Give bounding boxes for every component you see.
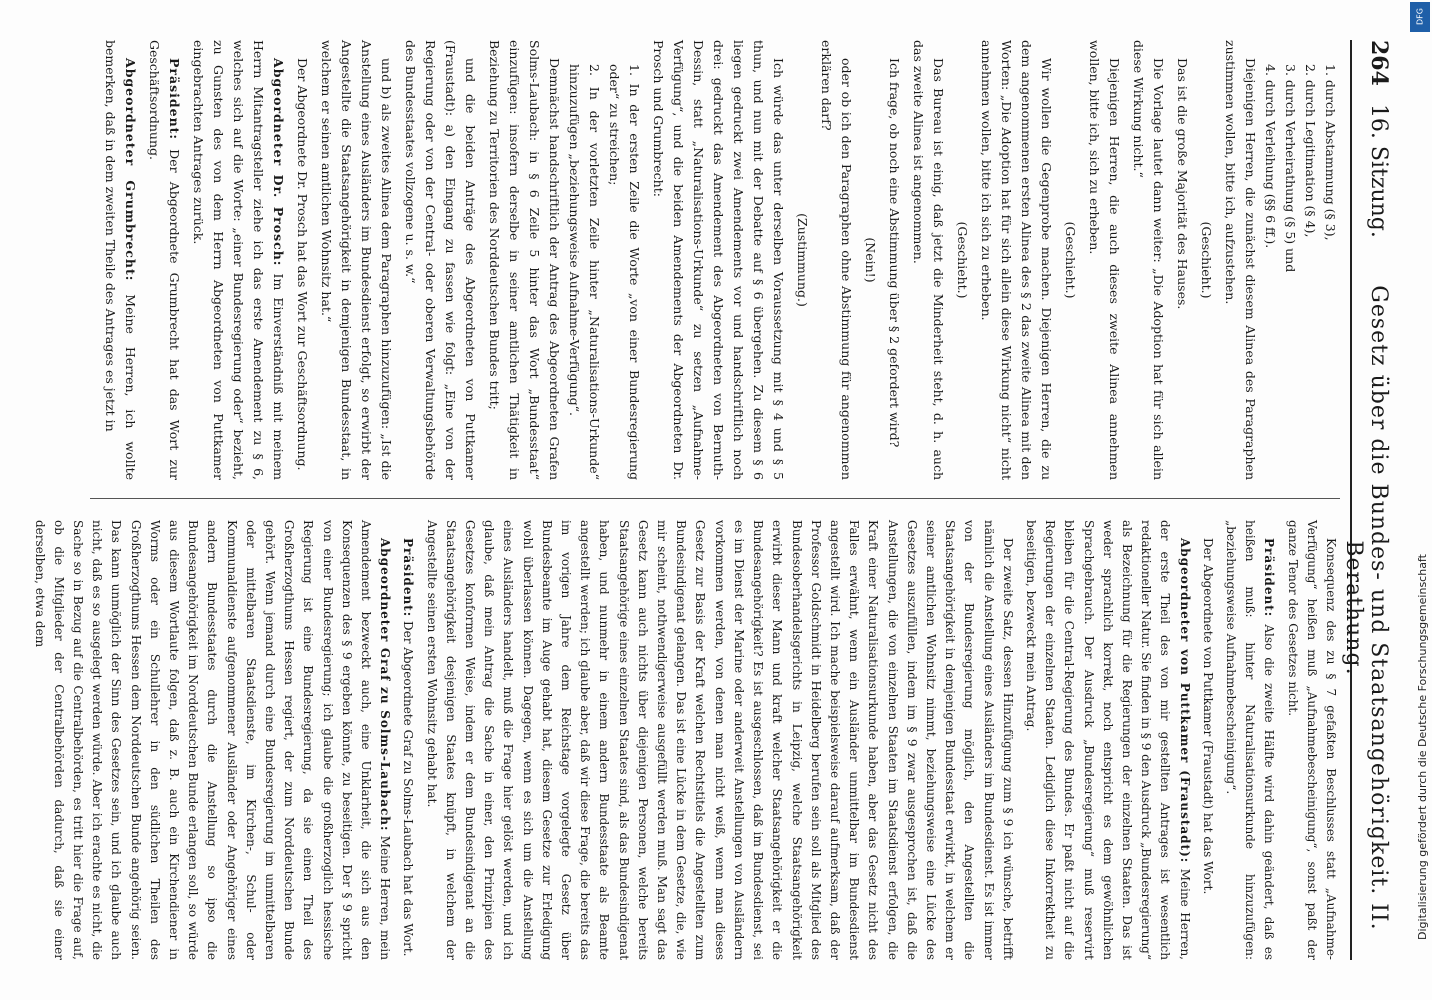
paragraph: Diejenigen Herren, die zunächst diesem Alinea des Paragraphen zustimmen wollen, bitte ich, aufzustehen. [1223, 40, 1258, 480]
paragraph: Abgeordneter von Puttkamer (Fraustadt): Meine Herren, der erste Theil des von mir gestellten Antrages ist wesentlich redaktioneller Natur. Sie finden in § 9 den Ausdruck „Bundesregierung“ als Bezeichnung für die Regierungen der einzelnen Staaten. Das ist weder sprachlich korrekt, noch entspricht es dem gewöhnlichen Sprachgebrauch. Der Ausdruck „Bundesregierung“ muß reservirt bleiben für die Central-Regierung des Bundes. Er paßt nicht auf die Regierungen der einzelnen Staaten. Lediglich diese Inkorrektheit zu beseitigen, bezweckt mein Antrag. [1023, 520, 1192, 960]
paragraph: (Zustimmung.) [795, 213, 810, 307]
speaker-name: Präsident: [1262, 538, 1277, 618]
paragraph: Das ist die große Majorität des Hauses. [1175, 58, 1190, 310]
paragraph: und b) als zweites Alinea dem Paragraphen hinzuzufügen: „Ist die Anstellung eines Ausländers im Bundesdienst erfolgt, so erwirbt der Angestellte die Staatsangehörigkeit in demjenigen Bundesstaat, in welchem er seinen amtlichen Wohnsitz hat.“ [319, 40, 394, 480]
paragraph: (Geschieht.) [955, 221, 970, 299]
speaker-name: Präsident: [401, 538, 416, 618]
paragraph: Wir wollen die Gegenprobe machen. Diejenigen Herren, die zu dem angenommenen ersten Alinea des § 2 das zweite Alinea mit den Worten: „Die Adoption hat für sich allein diese Wirkung nicht“ nicht annehmen wollen, bitte ich sich zu erheben. [979, 40, 1054, 480]
paragraph: Die Vorlage lautet dann weiter: „Die Adoption hat für sich allein diese Wirkung nicht.“ [1131, 40, 1166, 480]
paragraph: Präsident: Der Abgeordnete Grumbrecht hat das Wort zur Geschäftsordnung. [147, 40, 182, 480]
speaker-name: Abgeordneter Dr. Prosch: [271, 58, 286, 267]
paragraph: Abgeordneter Graf zu Solms-Laubach: Meine Herren, mein Amendement bezweckt auch, eine Unklarheit, die sich aus den Konsequenzen des § 9 ergeben könnte, zu beseitigen. Der § 9 spricht von einer Bundesregierung; ich glaube die großherzoglich hessische Regierung ist eine Bundesregierung, da sie einen Theil des Großherzogthums Hessen regiert, der zum Norddeutschen Bunde gehört. Wenn jemand durch eine Bundesregierung im unmittelbaren oder mittelbaren Staatsdienste, im Kirchen-, Schul- oder Kommunaldienste aufgenommener Ausländer oder Angehöriger eines andern Bundesstaates durch die Anstellung so ipso die Bundesangehörigkeit im Norddeutschen Bunde erlangen soll, so würde aus diesem Wortlaute folgen, daß z. B. auch ein Kirchendiener in Worms oder ein Schullehrer in den südlichen Theilen des Großherzogthums Hessen dem Norddeutschen Bunde angehörig seien. Das kann unmöglich der Sinn des Gesetzes sein, und ich glaube auch nicht, daß es so ausgelegt werden würde. Aber ich erachte es nicht, die Sache so in Bezug auf die Centralbehörden, es tritt hier die Frage auf, ob die Mitglieder der Centralbehörden dadurch, daß sie einer derselben, etwa dem [32, 520, 393, 960]
paragraph: (Nein!) [863, 237, 878, 283]
session-label: 16. Sitzung. [1366, 103, 1391, 238]
page-number: 264 [1366, 40, 1392, 86]
digitization-note: Digitalisierung gefördert durch die Deutsche Forschungsgemeinschaft [1416, 554, 1429, 940]
dfg-logo-badge: DFG [1410, 2, 1430, 32]
paragraph: Der Abgeordnete von Puttkamer (Fraustadt) hat das Wort. [1200, 538, 1215, 895]
paragraph: (Geschieht.) [1063, 221, 1078, 299]
paragraph: Ich würde das unter derselben Voraussetzung mit § 4 und § 5 thun, und nun mit der Debatte auf § 6 übergehen. Zu diesem § 6 liegen gedruckt zwei Amendements vor und handschriftlich noch drei: gedruckt das Amendement des Abgeordneten von Bernuth-Dessin, statt „Naturalisations-Urkunde“ zu setzen „Aufnahme-Verfügung“, und die beiden Amendements der Abgeordneten Dr. Prosch und Grumbrecht: [651, 40, 786, 480]
speaker-name: Abgeordneter Graf zu Solms-Laubach: [378, 538, 393, 832]
paragraph: 4. durch Verleihung (§§ 6 ff.). [1263, 64, 1278, 249]
paragraph: 2. durch Legitimation (§ 4), [1303, 64, 1318, 238]
paragraph: Demnächst handschriftlich der Antrag des Abgeordneten Grafen Solms-Laubach: in § 6 Zeile 5 hinter das Wort „Bundesstaat“ einzufügen: insofern derselbe in seiner amtlichen Thätigkeit in Beziehung zu Territorien des Norddeutschen Bundes tritt; [487, 40, 562, 480]
paragraph: 2. In der vorletzten Zeile hinter „Naturalisations-Urkunde“ hinzuzufügen „beziehungsweise Aufnahme-Verfügung“. [567, 64, 602, 480]
paragraph: 3. durch Verheirathung (§ 5) und [1283, 64, 1298, 273]
paragraph: (Geschieht.) [1199, 221, 1214, 299]
running-title: Gesetz über die Bundes- und Staatsangehörigkeit. II. Berathung. [1341, 285, 1391, 931]
paragraph: Ich frage, ob noch eine Abstimmung über § 2 gefordert wird? [887, 58, 902, 448]
paragraph: Der Abgeordnete Dr. Prosch hat das Wort zur Geschäftsordnung. [295, 58, 310, 471]
paragraph: 1. In der ersten Zeile die Worte „von einer Bundesregierung oder“ zu streichen; [607, 64, 642, 480]
paragraph: Konsequenz des zu § 7 gefaßten Beschlusses statt „Aufnahme-Verfügung“ heißen muß „Aufnahmebescheinigung“, sonst paßt der ganze Tenor des Gesetzes nicht. [1285, 520, 1338, 960]
paragraph: 1. durch Abstammung (§ 3), [1323, 64, 1338, 241]
speaker-name: Abgeordneter von Puttkamer (Fraustadt): [1177, 538, 1192, 864]
left-text-column [96, 40, 1340, 480]
speaker-name: Präsident: [167, 58, 182, 141]
right-text-column [25, 520, 1340, 960]
paragraph: Der zweite Satz, dessen Hinzufügung zum § 9 ich wünsche, betrifft nämlich die Anstellung eines Ausländers im Bundesdienst. Es ist immer von der Bundesregierung möglich, den Angestellten die Staatsangehörigkeit in demjenigen Bundesstaat erwirkt, in welchem er seiner amtlichen Wohnsitz nimmt, beziehungsweise eine Lücke des Gesetzes auszufüllen, indem im § 9 zwar ausgesprochen ist, daß die Anstellungen, die von einzelnen Staaten im Staatsdienst erfolgen, die Kraft einer Naturalisationsurkunde haben, aber das Gesetz nicht des Falles erwähnt, wenn ein Ausländer unmittelbar im Bundesdienst angestellt wird. Ich mache beispielsweise darauf aufmerksam, daß der Professor Goldschmidt in Heidelberg berufen sein soll als Mitglied des Bundesoberhandelsgerichts in Leipzig, welche Staatsangehörigkeit erwirbt dieser Mann und kraft welcher Staatsangehörigkeit er die Bundesangehörigkeit? Es ist ausgeschlossen, daß im Bundesdienst, sei es im Dienst der Marine oder anderweit Anstellungen von Ausländern vorkommen werden, von denen man nicht weiß, wenn man dieses Gesetz zur Basis der Kraft welchen Rechtstitels die Angestellten zum Bundesindigenat gelangen. Das ist eine Lücke in dem Gesetze, die, wie mir scheint, nothwendigerweise ausgefüllt werden muß. Man sagt das Gesetz kann auch nichts über diejenigen Personen, welche bereits Staatsangehörige eines einzelnen Staates sind, als das Bundesindigenat haben, und nunmehr in einem andern Bundesstaate als Beamte angestellt werden; ich glaube aber, daß wir diese Frage, die bereits das im vorigen Jahre dem Reichstage vorgelegte Gesetz über Bundesbeamte im Auge gehabt hat, diesem Gesetze zur Erledigung wohl überlassen können. Dagegen, wenn es sich um die Anstellung eines Ausländers handelt, muß die Frage hier gelöst werden, und ich glaube, daß mein Antrag die Sache in einer, den Prinzipien des Gesetzes konformen Weise, indem er dem Bundesindigenat an die Staatsangehörigkeit desjenigen Staates knüpft, in welchem der Angestellte seinen ersten Wohnsitz gehabt hat. [424, 520, 1015, 961]
paragraph: Abgeordneter Grumbrecht: Meine Herren, ich wollte bemerken, daß in dem zweiten Theile des Antrages es jetzt in [103, 40, 138, 480]
paragraph: und die beiden Anträge des Abgeordneten von Puttkamer (Fraustadt): a) den Eingang zu fassen wie folgt: „Eine von der Regierung oder von der Central- oder oberen Verwaltungsbehörde des Bundesstaates vollzogene u. s. w.“ [403, 40, 478, 480]
page-header [1341, 40, 1392, 960]
paragraph: Präsident: Der Abgeordnete Graf zu Solms-Laubach hat das Wort. [401, 538, 416, 957]
speaker-name: Abgeordneter Grumbrecht: [123, 58, 138, 282]
paragraph: oder ob ich den Paragraphen ohne Abstimmung für angenommen erklären darf? [819, 40, 854, 480]
column-divider [90, 498, 1340, 499]
paragraph: Das Bureau ist einig, daß jetzt die Minderheit steht, d. h. auch das zweite Alinea ist angenommen. [911, 40, 946, 480]
paragraph: Abgeordneter Dr. Prosch: Im Einverständniß mit meinem Herrn Mitantragsteller ziehe ich das erste Amendement zu § 6, welches sich auf die Worte: „einer Bundesregierung oder“ bezieht, zu Gunsten des von dem Herrn Abgeordneten von Puttkamer eingebrachten Antrages zurück. [191, 40, 286, 480]
paragraph: Präsident: Also die zweite Hälfte wird dahin geändert, daß es heißen muß: hinter Naturalisationsurkunde hinzuzufügen: „beziehungsweise Aufnahmebescheinigung“. [1223, 520, 1277, 960]
paragraph: Diejenigen Herren, die auch dieses zweite Alinea annehmen wollen, bitte ich, sich zu erheben. [1087, 40, 1122, 480]
